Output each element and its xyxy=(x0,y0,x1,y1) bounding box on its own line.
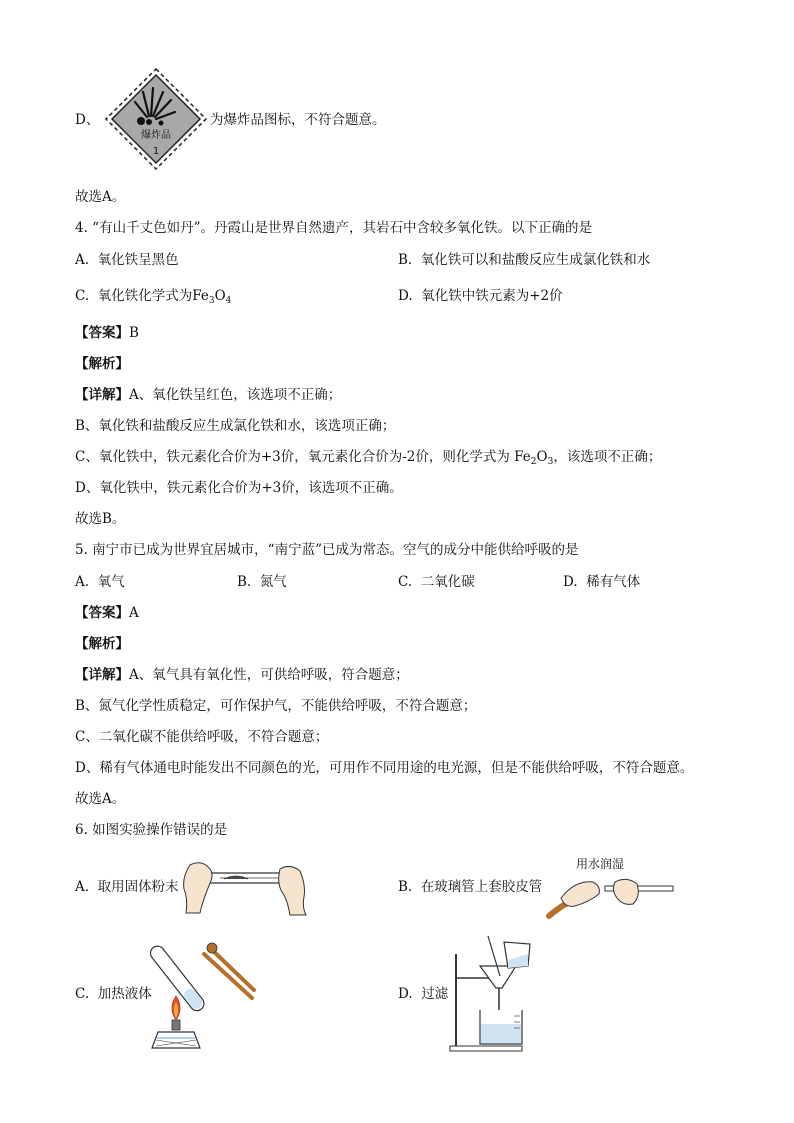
q4-option-c-formula-o: O xyxy=(214,288,226,304)
q5-answer-line xyxy=(75,604,139,622)
explosive-hazard-icon xyxy=(103,66,209,172)
q6-stem: 6. 如图实验操作错误的是 xyxy=(75,822,228,838)
q6-option-a xyxy=(75,878,179,896)
q4-detail-c xyxy=(75,448,661,466)
q4-option-c-sub2: 4 xyxy=(225,296,232,306)
q6-option-d-label: D. xyxy=(398,986,413,1002)
q5-option-a-text: 氧气 xyxy=(97,574,125,590)
q5-option-b-text: 氮气 xyxy=(259,574,287,590)
q5-detail-c: C、二氧化碳不能供给呼吸，不符合题意； xyxy=(75,729,329,745)
q4-detail-c-mid: O xyxy=(536,449,548,465)
q5-detail-b: B、氮气化学性质稳定，可作保护气，不能供给呼吸，不符合题意； xyxy=(75,698,477,714)
q4-option-c-formula-fe: Fe xyxy=(192,288,209,304)
q4-stem: 4. “有山千丈色如丹”。丹霞山是世界自然遗产，其岩石中含较多氧化铁。以下正确的是 xyxy=(75,220,592,236)
test-tube-powder-figure xyxy=(180,855,310,917)
q4-answer: B xyxy=(129,325,139,341)
q4-detail-a-text: A、氧化铁呈红色，该选项不正确； xyxy=(129,387,342,403)
filtration-figure xyxy=(446,932,536,1052)
q6-option-c-text: 加热液体 xyxy=(97,986,152,1002)
q4-answer-tag: 【答案】 xyxy=(75,325,129,341)
q3-option-d-label: D、 xyxy=(75,112,100,128)
glass-tube-rubber-figure xyxy=(545,872,677,922)
q5-answer: A xyxy=(129,605,139,621)
q6-option-c xyxy=(75,985,152,1003)
q4-analysis-tag: 【解析】 xyxy=(75,356,129,372)
q4-option-c xyxy=(75,287,231,305)
q3-conclusion: 故选A。 xyxy=(75,189,126,205)
q5-answer-tag: 【答案】 xyxy=(75,605,129,621)
q4-option-c-label: C. xyxy=(75,288,90,304)
q4-detail-c-suffix: ，该选项不正确； xyxy=(553,449,662,465)
q5-option-a-label: A. xyxy=(75,574,90,590)
q5-detail-a xyxy=(75,666,409,684)
q4-detail-c-prefix: C、氧化铁中，铁元素化合价为+3价，氧元素化合价为-2价，则化学式为 Fe xyxy=(75,449,531,465)
q6-option-b-label: B. xyxy=(398,879,413,895)
q6-option-d xyxy=(398,985,448,1003)
q4-option-a-text: 氧化铁呈黑色 xyxy=(97,252,179,268)
q4-conclusion: 故选B。 xyxy=(75,511,126,527)
q6-option-b-text: 在玻璃管上套胶皮管 xyxy=(420,879,543,895)
q4-option-d-text: 氧化铁中铁元素为+2价 xyxy=(421,288,563,304)
q6-option-a-label: A. xyxy=(75,879,90,895)
q6-option-b-caption: 用水润湿 xyxy=(576,857,625,871)
q5-option-a xyxy=(75,573,125,591)
q6-option-d-text: 过滤 xyxy=(421,986,449,1002)
q5-option-c-label: C. xyxy=(398,574,413,590)
q6-option-c-label: C. xyxy=(75,986,90,1002)
heating-liquid-figure xyxy=(148,928,258,1050)
q4-option-a xyxy=(75,251,179,269)
q5-detail-tag: 【详解】 xyxy=(75,667,129,683)
q5-option-d-text: 稀有气体 xyxy=(586,574,641,590)
q6-option-a-text: 取用固体粉末 xyxy=(97,879,179,895)
q5-option-b xyxy=(237,573,287,591)
q4-detail-b: B、氧化铁和盐酸反应生成氯化铁和水，该选项正确； xyxy=(75,418,396,434)
q4-option-d xyxy=(398,287,563,305)
q4-option-b-text: 氧化铁可以和盐酸反应生成氯化铁和水 xyxy=(420,252,651,268)
q5-detail-a-text: A、氧气具有氧化性，可供给呼吸，符合题意； xyxy=(129,667,409,683)
q4-detail-tag: 【详解】 xyxy=(75,387,129,403)
q4-option-c-text: 氧化铁化学式为 xyxy=(97,288,193,304)
q4-option-d-label: D. xyxy=(398,288,413,304)
q4-answer-line xyxy=(75,324,139,342)
q3-option-d-text: 为爆炸品图标，不符合题意。 xyxy=(210,112,386,128)
q5-option-d-label: D. xyxy=(563,574,578,590)
q4-option-c-sub1: 3 xyxy=(208,296,215,306)
q5-stem: 5. 南宁市已成为世界宜居城市，“南宁蓝”已成为常态。空气的成分中能供给呼吸的是 xyxy=(75,542,579,558)
q4-option-b xyxy=(398,251,650,269)
q4-detail-a xyxy=(75,386,341,404)
explosive-icon-label: 爆炸品 xyxy=(141,130,171,141)
q5-analysis-tag: 【解析】 xyxy=(75,636,129,652)
q5-detail-d: D、稀有气体通电时能发出不同颜色的光，可用作不同用途的电光源，但是不能供给呼吸，不符合题意。 xyxy=(75,760,694,776)
q4-option-b-label: B. xyxy=(398,252,413,268)
q4-detail-c-sub2: 3 xyxy=(547,457,554,467)
q4-detail-c-sub1: 2 xyxy=(530,457,537,467)
q5-option-c-text: 二氧化碳 xyxy=(420,574,475,590)
q4-detail-d: D、氧化铁中，铁元素化合价为+3价，该选项不正确。 xyxy=(75,480,403,496)
q5-option-d xyxy=(563,573,640,591)
q4-option-a-label: A. xyxy=(75,252,90,268)
q6-option-b xyxy=(398,878,542,896)
q5-option-c xyxy=(398,573,475,591)
q5-conclusion: 故选A。 xyxy=(75,791,126,807)
q5-option-b-label: B. xyxy=(237,574,252,590)
explosive-icon-class: 1 xyxy=(152,146,160,157)
